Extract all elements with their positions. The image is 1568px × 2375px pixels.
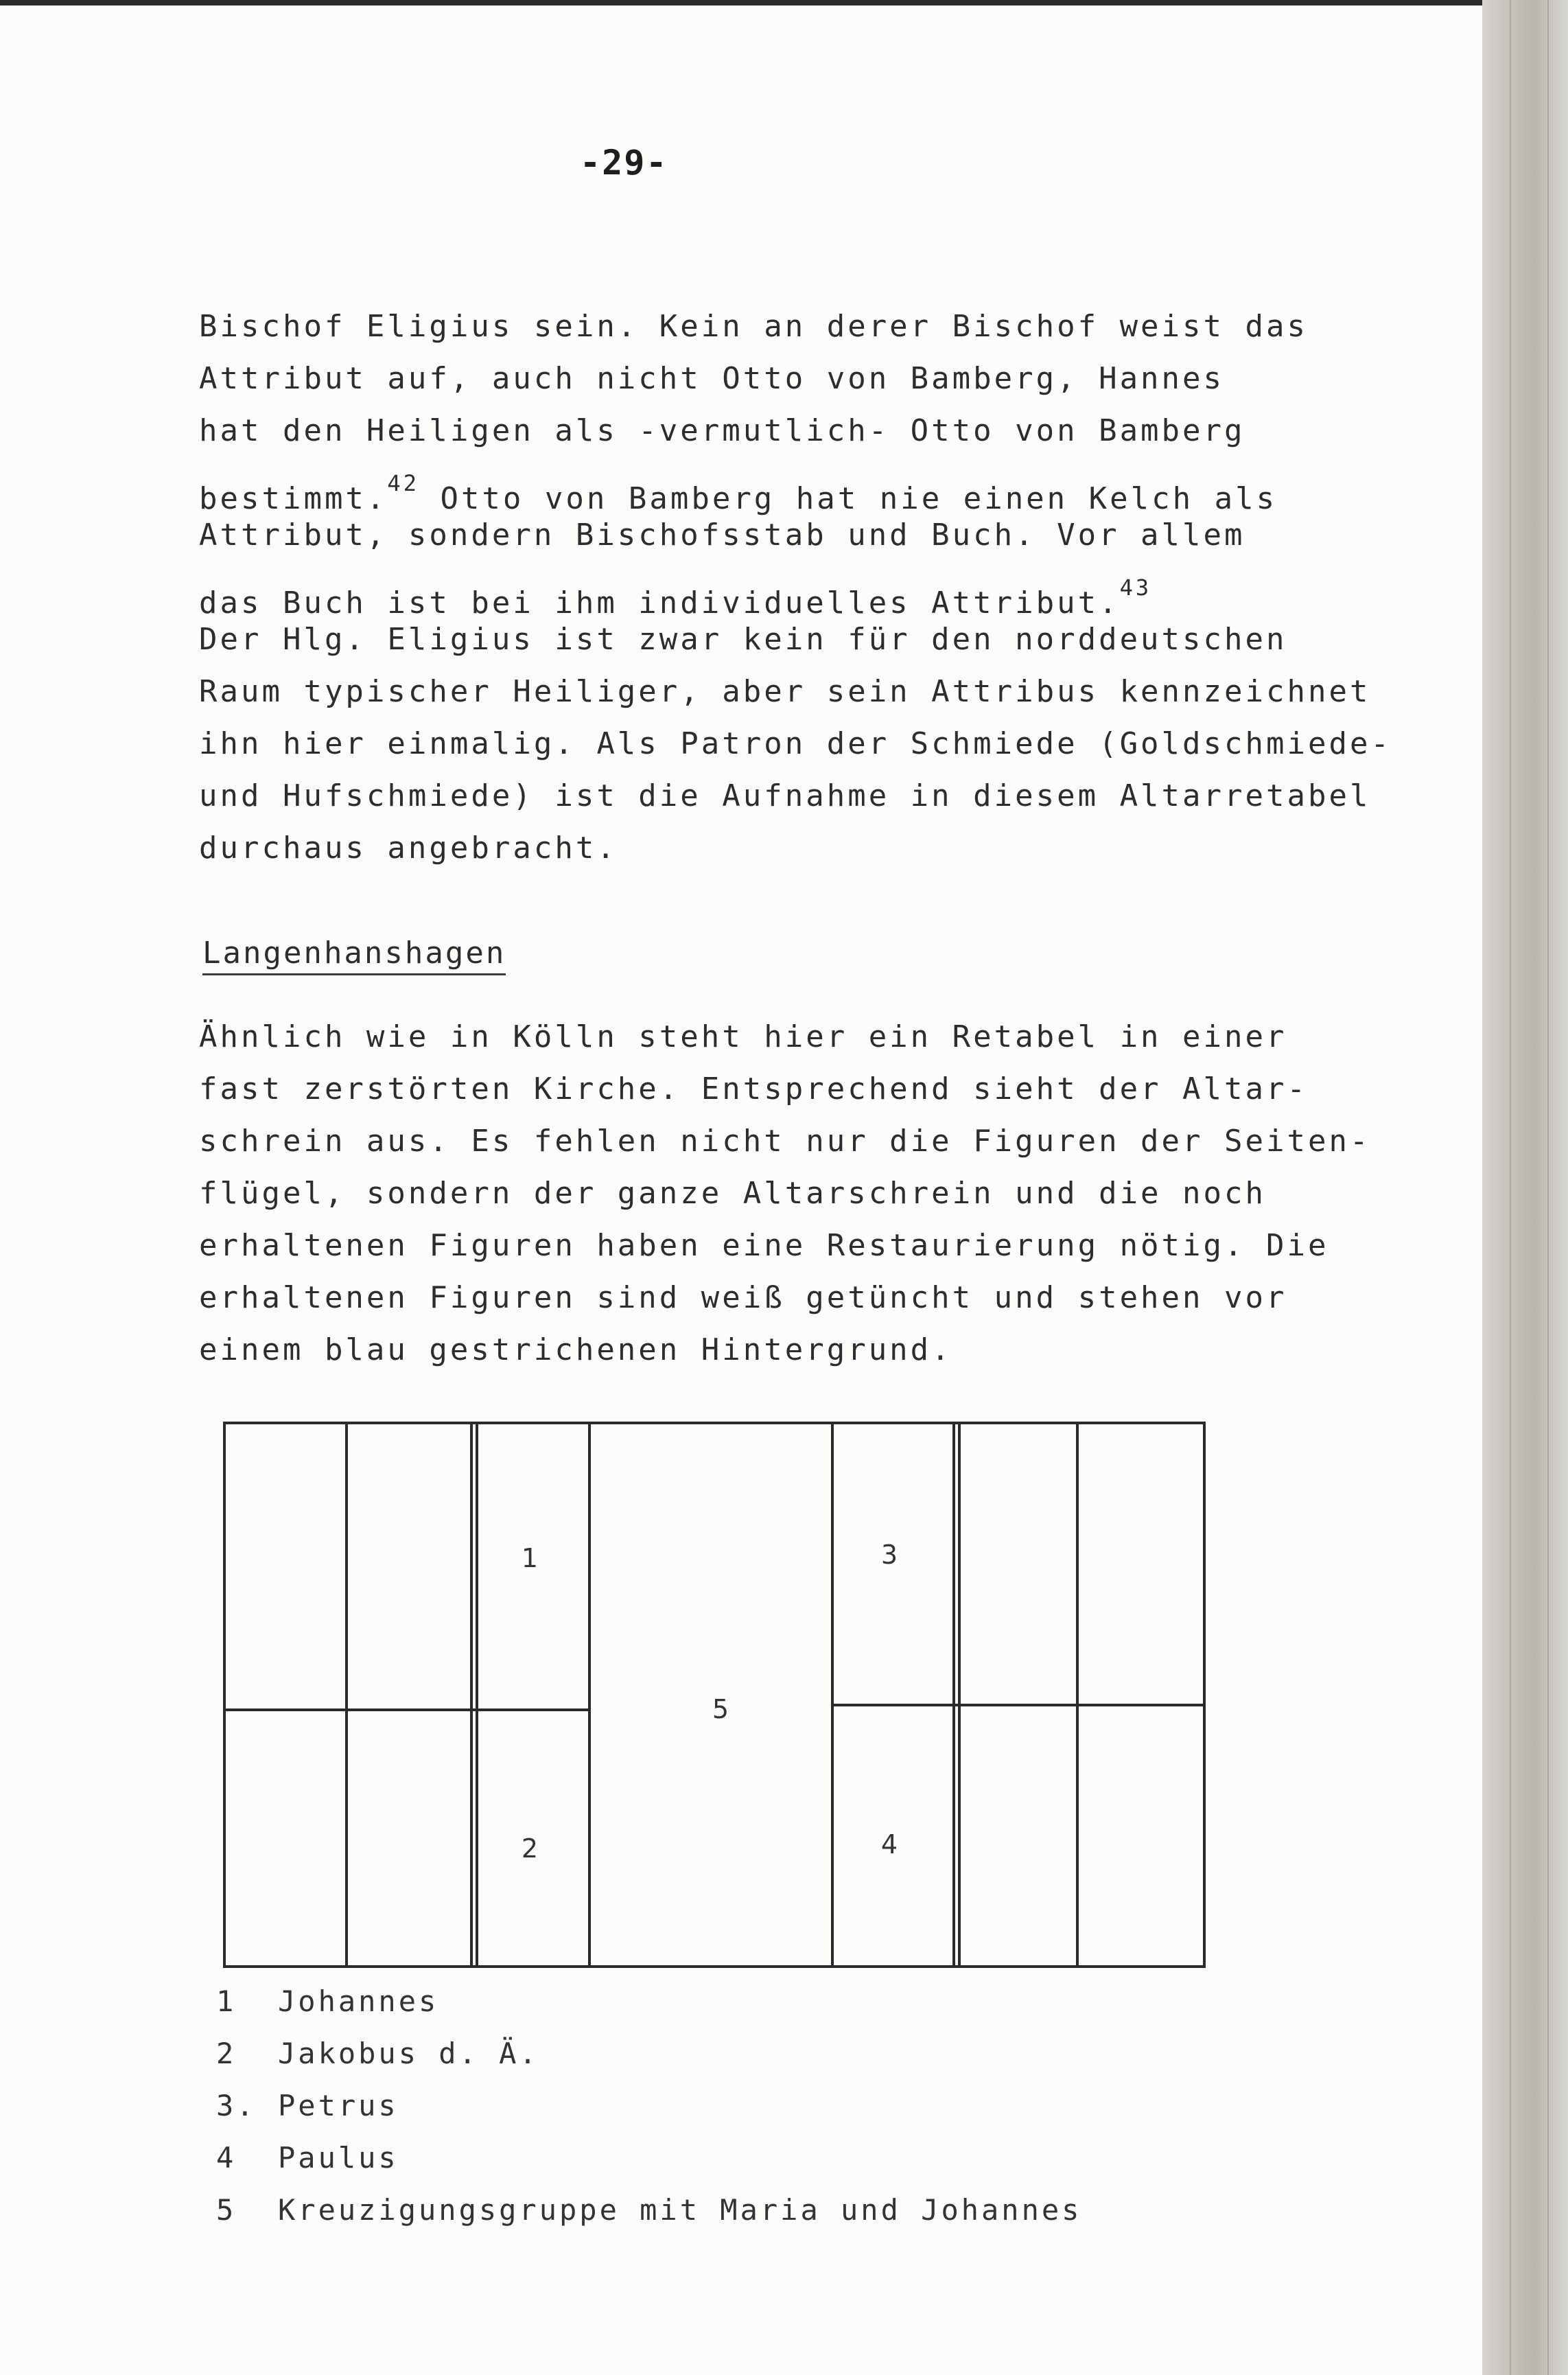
text-line: Der Hlg. Eligius ist zwar kein für den norddeutschen — [199, 622, 1287, 657]
cell-label-2: 2 — [521, 1833, 539, 1864]
page-edge-line — [1547, 0, 1549, 2375]
footnote-marker-42: 42 — [387, 470, 419, 496]
text-line: Attribut, sondern Bischofsstab und Buch. Vor allem — [199, 518, 1245, 553]
footnote-marker-43: 43 — [1119, 575, 1152, 601]
text-line: fast zerstörten Kirche. Entsprechend sieht der Altar- — [199, 1071, 1308, 1107]
text-line: Raum typischer Heiliger, aber sein Attribus kennzeichnet — [199, 674, 1371, 709]
legend-item — [216, 2132, 1081, 2184]
cell-label-5: 5 — [712, 1694, 729, 1724]
document-page — [0, 5, 1482, 2375]
text-line: und Hufschmiede) ist die Aufnahme in diesem Altarretabel — [199, 778, 1371, 813]
text-line — [199, 457, 1434, 516]
cell-label-4: 4 — [880, 1829, 898, 1860]
text-line: Bischof Eligius sein. Kein an derer Bischof weist das — [199, 309, 1308, 344]
page-edge-line — [1510, 0, 1511, 2375]
legend-text: Paulus — [278, 2141, 399, 2175]
legend-text: Kreuzigungsgruppe mit Maria und Johannes — [278, 2193, 1082, 2227]
text-line: ihn hier einmalig. Als Patron der Schmiede (Goldschmiede- — [199, 726, 1392, 761]
text-line: erhaltenen Figuren sind weiß getüncht und stehen vor — [199, 1280, 1287, 1315]
legend-item — [216, 2028, 1081, 2080]
book-page-edge — [1482, 0, 1568, 2375]
text-line: Ähnlich wie in Kölln steht hier ein Retabel in einer — [199, 1019, 1287, 1054]
diagram-legend — [216, 1976, 1081, 2236]
text-line: Attribut auf, auch nicht Otto von Bamberg, Hannes — [199, 361, 1225, 396]
cell-label-3: 3 — [880, 1540, 898, 1570]
cell-label-1: 1 — [521, 1543, 539, 1573]
legend-number: 3. — [216, 2089, 257, 2122]
legend-text: Petrus — [278, 2089, 399, 2122]
legend-item — [216, 2080, 1081, 2132]
paragraph-eligius — [199, 301, 1434, 874]
text-segment: bestimmt. — [199, 481, 388, 516]
legend-text: Johannes — [278, 1984, 439, 2018]
legend-item — [216, 2184, 1081, 2236]
altar-diagram-svg — [223, 1416, 1211, 1972]
legend-number: 2 — [216, 2037, 237, 2070]
section-heading: Langenhanshagen — [202, 936, 506, 975]
legend-number: 4 — [216, 2141, 237, 2175]
text-line: flügel, sondern der ganze Altarschrein und die noch — [199, 1176, 1267, 1211]
text-line: hat den Heiligen als -vermutlich- Otto von Bamberg — [199, 413, 1245, 448]
page-number: -29- — [580, 143, 668, 183]
legend-number: 5 — [216, 2193, 237, 2227]
paragraph-langenhanshagen — [199, 1011, 1434, 1376]
text-line — [199, 561, 1434, 621]
legend-number: 1 — [216, 1984, 237, 2018]
text-line: einem blau gestrichenen Hintergrund. — [199, 1332, 952, 1367]
text-segment: Otto von Bamberg hat nie einen Kelch als — [440, 481, 1278, 516]
text-line: schrein aus. Es fehlen nicht nur die Figuren der Seiten- — [199, 1124, 1371, 1159]
legend-text: Jakobus d. Ä. — [278, 2037, 539, 2070]
altar-diagram — [223, 1416, 1211, 1972]
text-line: erhaltenen Figuren haben eine Restaurierung nötig. Die — [199, 1228, 1329, 1263]
text-segment: das Buch ist bei ihm individuelles Attribut. — [199, 586, 1120, 621]
text-line: durchaus angebracht. — [199, 831, 618, 866]
legend-item — [216, 1976, 1081, 2028]
